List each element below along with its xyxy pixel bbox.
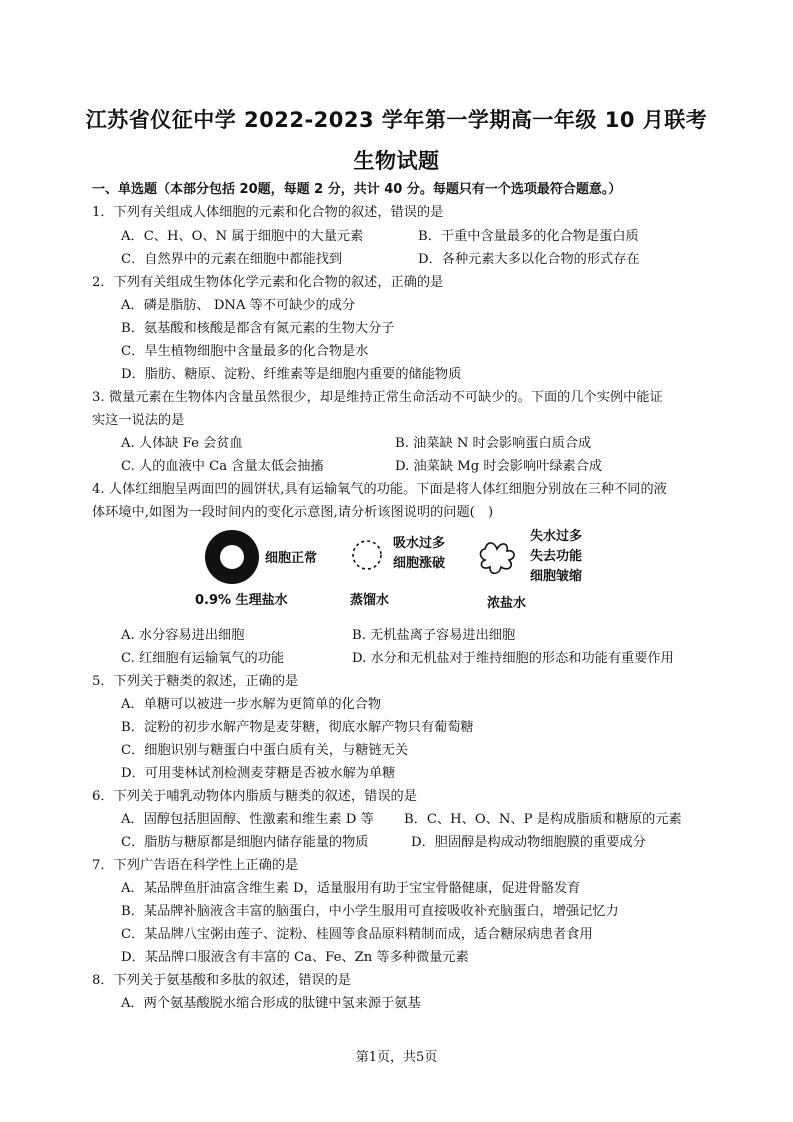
exam-subtitle: 生物试题 <box>353 149 440 173</box>
question-6-option-b: B．C、H、O、N、P 是构成脂质和糖原的元素 <box>404 812 682 827</box>
question-3-stem-line1: 3. 微量元素在生物体内含量虽然很少，却是维持正常生命活动不可缺少的。下面的几个实例中能证 <box>92 390 663 405</box>
question-3-option-d: D. 油菜缺 Mg 时会影响叶绿素合成 <box>395 459 603 474</box>
question-4-stem-line1: 4. 人体红细胞呈两面凹的圆饼状,具有运输氧气的功能。下面是将人体红细胞分别放在三种不同的液 <box>92 482 667 497</box>
burst-cell <box>353 541 381 569</box>
question-5-option-b: B．淀粉的初步水解产物是麦芽糖，彻底水解产物只有葡萄糖 <box>121 720 474 735</box>
question-7-option-b: B．某品牌补脑液含丰富的脑蛋白，中小学生服用可直接吸收补充脑蛋白，增强记忆力 <box>121 904 619 919</box>
question-3-option-b: B. 油菜缺 N 时会影响蛋白质合成 <box>395 436 592 451</box>
question-2-option-d: D．脂肪、糖原、淀粉、纤维素等是细胞内重要的储能物质 <box>121 367 462 382</box>
question-7-stem: 7．下列广告语在科学性上正确的是 <box>92 858 299 873</box>
question-7-option-c: C．某品牌八宝粥由莲子、淀粉、桂圆等食品原料精制而成，适合糖尿病患者食用 <box>121 927 593 942</box>
question-7-option-a: A．某品牌鱼肝油富含维生素 D，适量服用有助于宝宝骨骼健康，促进骨骼发育 <box>121 881 581 896</box>
question-8-stem: 8．下列关于氨基酸和多肽的叙述，错误的是 <box>92 973 351 988</box>
question-2-option-c: C．旱生植物细胞中含量最多的化合物是水 <box>121 344 369 359</box>
exam-title: 江苏省仪征中学 2022-2023 学年第一学期高一年级 10 月联考 <box>85 108 708 132</box>
section-heading: 一、单选题（本部分包括 20题，每题 2 分，共计 40 分。每题只有一个选项最符合题意。） <box>92 182 622 197</box>
question-2-option-b: B．氨基酸和核酸是都含有氮元素的生物大分子 <box>121 321 395 336</box>
cell2-label-line2: 细胞涨破 <box>393 556 446 571</box>
question-4-option-d: D. 水分和无机盐对于维持细胞的形态和功能有重要作用 <box>352 651 674 666</box>
question-2-stem: 2．下列有关组成生物体化学元素和化合物的叙述，正确的是 <box>92 275 444 290</box>
question-1-option-c: C．自然界中的元素在细胞中都能找到 <box>121 252 343 267</box>
question-5-option-c: C．细胞识别与糖蛋白中蛋白质有关，与糖链无关 <box>121 743 409 758</box>
question-7-option-d: D．某品牌口服液含有丰富的 Ca、Fe、Zn 等多种微量元素 <box>121 950 469 965</box>
question-5-option-d: D．可用斐林试剂检测麦芽糖是否被水解为单糖 <box>121 766 396 781</box>
question-6-stem: 6．下列关于哺乳动物体内脂质与糖类的叙述，错误的是 <box>92 789 417 804</box>
question-3-stem-line2: 实这一说法的是 <box>92 413 185 428</box>
question-1-option-a: A．C、H、O、N 属于细胞中的大量元素 <box>121 229 364 244</box>
shrunk-cell <box>480 543 514 573</box>
normal-cell <box>205 530 259 584</box>
page-footer: 第1页，共5页 <box>355 1050 438 1065</box>
normal-cell-center <box>220 545 244 569</box>
question-6-option-c: C．脂肪与糖原都是细胞内储存能量的物质 <box>121 835 369 850</box>
question-1-stem: 1．下列有关组成人体细胞的元素和化合物的叙述，错误的是 <box>92 205 444 220</box>
question-4-option-c: C. 红细胞有运输氧气的功能 <box>121 651 285 666</box>
cell3-label-line2: 失去功能 <box>530 549 583 564</box>
question-4-option-b: B. 无机盐离子容易进出细胞 <box>352 628 516 643</box>
red-blood-cell-figure <box>195 527 735 617</box>
cell3-caption: 浓盐水 <box>487 596 527 611</box>
question-4-stem-line2: 体环境中,如图为一段时间内的变化示意图,请分析该图说明的问题( ) <box>92 505 494 520</box>
question-5-stem: 5．下列关于糖类的叙述，正确的是 <box>92 674 299 689</box>
question-1-option-d: D．各种元素大多以化合物的形式存在 <box>418 252 640 267</box>
question-3-option-a: A. 人体缺 Fe 会贫血 <box>121 436 243 451</box>
cell3-label-line3: 细胞皱缩 <box>530 569 583 584</box>
question-5-option-a: A．单糖可以被进一步水解为更简单的化合物 <box>121 697 382 712</box>
cell1-caption: 0.9% 生理盐水 <box>195 593 288 608</box>
cell1-label: 细胞正常 <box>265 551 318 566</box>
question-1-option-b: B．干重中含量最多的化合物是蛋白质 <box>418 229 639 244</box>
question-6-option-d: D．胆固醇是构成动物细胞膜的重要成分 <box>411 835 646 850</box>
cell2-caption: 蒸馏水 <box>350 593 390 608</box>
cell3-label-line1: 失水过多 <box>530 529 583 544</box>
question-6-option-a: A．固醇包括胆固醇、性激素和维生素 D 等 <box>121 812 374 827</box>
cell2-label-line1: 吸水过多 <box>393 536 446 551</box>
question-4-option-a: A. 水分容易进出细胞 <box>121 628 245 643</box>
question-8-option-a: A．两个氨基酸脱水缩合形成的肽键中氢来源于氨基 <box>121 996 421 1011</box>
question-3-option-c: C. 人的血液中 Ca 含量太低会抽搐 <box>121 459 324 474</box>
question-2-option-a: A．磷是脂肪、 DNA 等不可缺少的成分 <box>121 298 356 313</box>
